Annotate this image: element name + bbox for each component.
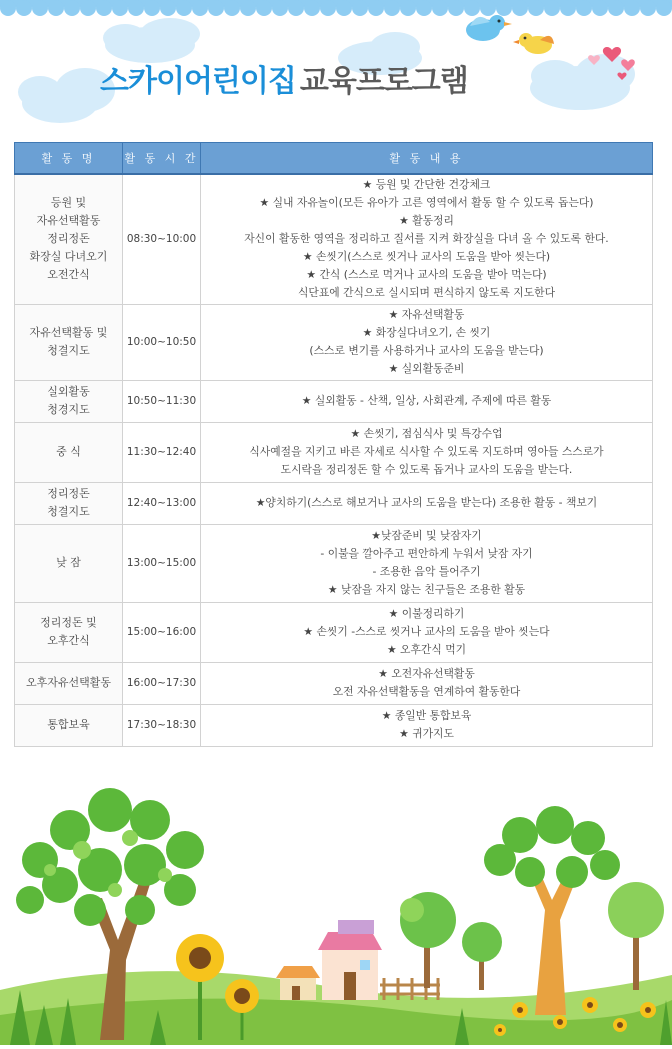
details-cell <box>201 174 653 304</box>
activity-label: 자유선택활동 <box>36 214 101 228</box>
activity-label: 정리정돈 및 <box>40 616 97 629</box>
activity-label: 청경지도 <box>47 403 90 416</box>
table-row <box>15 380 653 422</box>
activity-cell <box>15 482 123 524</box>
activity-label: 청결지도 <box>47 505 90 518</box>
tree-icon <box>462 922 502 990</box>
details-cell <box>201 602 653 662</box>
detail-line: ★ 실내 자유놀이(모든 유아가 고른 영역에서 활동 할 수 있도록 돕는다) <box>259 196 594 210</box>
activity-label: 청결지도 <box>47 344 90 357</box>
title-program: 교육프로그램 <box>299 64 468 99</box>
table-row <box>15 422 653 482</box>
title-daycare-name: 스카이어린이집 <box>100 64 296 99</box>
time-cell: 12:40~13:00 <box>123 482 201 524</box>
bird-icon <box>513 33 554 54</box>
detail-line: ★ 간식 (스스로 먹거나 교사의 도움을 받아 먹는다) <box>306 268 547 282</box>
details-cell <box>201 704 653 746</box>
activity-label: 자유선택활동 및 <box>29 326 108 339</box>
time-cell: 13:00~15:00 <box>123 524 201 602</box>
activity-label: 실외활동 <box>47 385 90 398</box>
activity-cell <box>15 174 123 304</box>
detail-line: 자신이 활동한 영역을 정리하고 질서를 지켜 화장실을 다녀 올 수 있도록 한다. <box>244 232 609 246</box>
header-activity: 활 동 명 <box>15 143 123 175</box>
details-cell <box>201 304 653 380</box>
table-row <box>15 524 653 602</box>
time-cell: 10:50~11:30 <box>123 380 201 422</box>
detail-line: ★ 실외활동 - 산책, 일상, 사회관계, 주제에 따른 활동 <box>301 394 552 407</box>
activity-label: 중 식 <box>56 445 81 458</box>
time-cell: 11:30~12:40 <box>123 422 201 482</box>
detail-line: ★ 손씻기(스스로 씻거나 교사의 도움을 받아 씻는다) <box>302 250 551 264</box>
activity-cell <box>15 662 123 704</box>
tree-icon <box>484 806 620 1015</box>
cloud-icon <box>530 54 635 110</box>
time-cell: 10:00~10:50 <box>123 304 201 380</box>
detail-line: ★ 귀가지도 <box>399 727 454 740</box>
detail-line: 식사예절을 지키고 바른 자세로 식사할 수 있도록 지도하며 영아들 스스로가 <box>249 445 604 458</box>
detail-line: ★ 손씻기, 점심식사 및 특강수업 <box>350 427 503 440</box>
house-icon <box>318 920 382 1000</box>
activity-label: 오후간식 <box>47 634 90 647</box>
table-header-row <box>15 143 653 175</box>
activity-cell <box>15 304 123 380</box>
house-icon <box>276 966 320 1000</box>
table-row <box>15 602 653 662</box>
detail-line: - 조용한 음악 틀어주기 <box>372 565 481 578</box>
detail-line: (스스로 변기를 사용하거나 교사의 도움을 받는다) <box>309 344 544 357</box>
detail-line: ★ 실외활동준비 <box>388 362 465 375</box>
detail-line: ★ 손씻기 -스스로 씻거나 교사의 도움을 받아 씻는다 <box>303 625 550 638</box>
time-cell: 08:30~10:00 <box>123 174 201 304</box>
table-row <box>15 304 653 380</box>
activity-cell <box>15 602 123 662</box>
landscape-graphic <box>0 760 672 1045</box>
detail-line: ★ 활동정리 <box>399 214 454 228</box>
detail-line: ★ 낮잠을 자지 않는 친구들은 조용한 활동 <box>327 583 526 596</box>
details-cell <box>201 662 653 704</box>
page-header <box>0 0 672 140</box>
detail-line: 오전 자유선택활동을 연계하여 활동한다 <box>332 685 521 698</box>
bird-icon <box>466 15 512 41</box>
detail-line: - 이불을 깔아주고 편안하게 누워서 낮잠 자기 <box>320 547 533 560</box>
time-cell: 17:30~18:30 <box>123 704 201 746</box>
page-title <box>100 56 468 100</box>
activity-label: 등원 및 <box>50 196 87 210</box>
detail-line: 식단표에 간식으로 실시되며 편식하지 않도록 지도한다 <box>297 286 556 300</box>
activity-label: 화장실 다녀오기 <box>29 250 108 264</box>
activity-label: 정리정돈 <box>47 232 90 246</box>
header-time: 활 동 시 간 <box>123 143 201 175</box>
table-row <box>15 482 653 524</box>
detail-line: ★낮잠준비 및 낮잠자기 <box>371 529 482 542</box>
time-cell: 15:00~16:00 <box>123 602 201 662</box>
activity-cell <box>15 704 123 746</box>
activity-label: 통합보육 <box>47 718 90 731</box>
detail-line: ★ 화장실다녀오기, 손 씻기 <box>362 326 491 339</box>
table-row <box>15 174 653 304</box>
schedule-table <box>14 142 653 747</box>
detail-line: ★ 오전자유선택활동 <box>378 667 475 680</box>
detail-line: ★ 종일반 통합보육 <box>381 709 472 722</box>
detail-line: 도시락을 정리정돈 할 수 있도록 돕거나 교사의 도움을 받는다. <box>280 463 573 476</box>
activity-label: 낮 잠 <box>56 556 81 569</box>
tree-icon <box>608 882 664 990</box>
detail-line: ★양치하기(스스로 해보거나 교사의 도움을 받는다) 조용한 활동 - 책보기 <box>255 496 598 509</box>
details-cell <box>201 422 653 482</box>
activity-label: 정리정돈 <box>47 487 90 500</box>
header-details: 활 동 내 용 <box>201 143 653 175</box>
landscape-illustration <box>0 760 672 1045</box>
activity-cell <box>15 380 123 422</box>
activity-label: 오후자유선택활동 <box>25 676 111 689</box>
activity-label: 오전간식 <box>47 268 90 282</box>
details-cell <box>201 380 653 422</box>
details-cell <box>201 482 653 524</box>
activity-cell <box>15 524 123 602</box>
detail-line: ★ 등원 및 간단한 건강체크 <box>362 178 491 192</box>
detail-line: ★ 오후간식 먹기 <box>386 643 467 656</box>
scalloped-border <box>0 0 672 16</box>
activity-cell <box>15 422 123 482</box>
details-cell <box>201 524 653 602</box>
tree-icon <box>400 892 456 988</box>
table-row <box>15 704 653 746</box>
table-row <box>15 662 653 704</box>
detail-line: ★ 자유선택활동 <box>388 308 465 321</box>
time-cell: 16:00~17:30 <box>123 662 201 704</box>
detail-line: ★ 이불정리하기 <box>388 607 465 620</box>
